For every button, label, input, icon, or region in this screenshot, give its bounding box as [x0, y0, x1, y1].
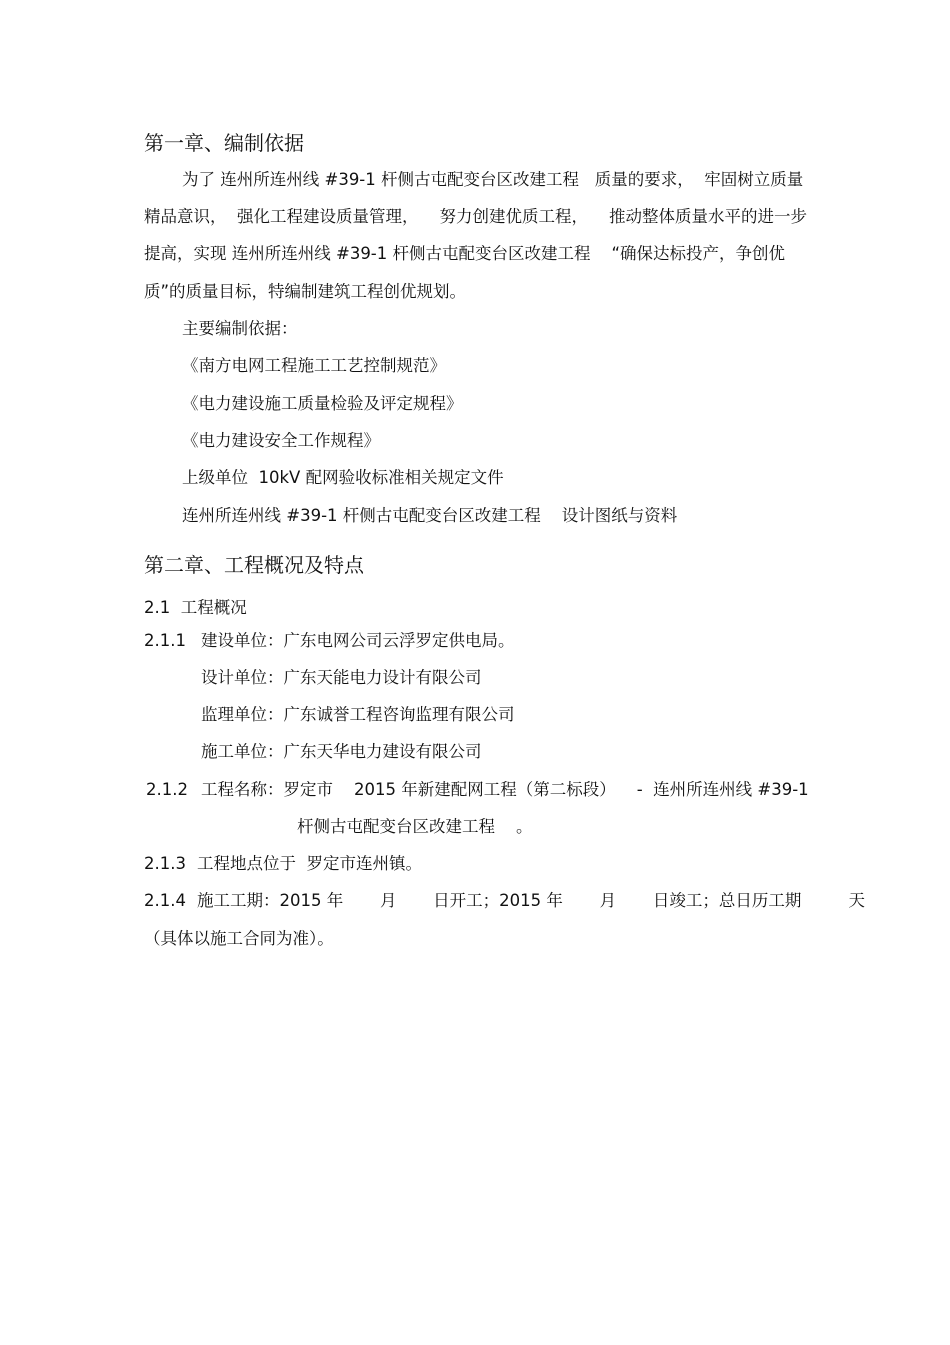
- para-line-1: 为了 连州所连州线 #39-1 杆侧古屯配变台区改建工程 质量的要求， 牢固树立质量: [182, 170, 804, 189]
- project-name-line-2: 杆侧古屯配变台区改建工程 。: [297, 817, 533, 836]
- section-2-1-4-number: 2.1.4: [144, 891, 186, 910]
- basis-item: 上级单位 10kV 配网验收标准相关规定文件: [182, 468, 504, 487]
- section-2-1-3-number: 2.1.3: [144, 854, 186, 873]
- basis-item: 《南方电网工程施工工艺控制规范》: [182, 356, 446, 375]
- section-2-1-2-number: 2.1.2: [146, 780, 188, 799]
- project-location: 工程地点位于 罗定市连州镇。: [197, 854, 422, 873]
- section-2-1: 2.1 工程概况: [144, 598, 247, 617]
- construction-period-line-2: （具体以施工合同为准）。: [144, 929, 334, 948]
- basis-item: 连州所连州线 #39-1 杆侧古屯配变台区改建工程 设计图纸与资料: [182, 506, 678, 525]
- basis-item: 《电力建设施工质量检验及评定规程》: [182, 394, 463, 413]
- chapter1-title: 第一章、编制依据: [144, 131, 304, 155]
- unit-line: 建设单位：广东电网公司云浮罗定供电局。: [201, 631, 515, 650]
- unit-line: 监理单位：广东诚誉工程咨询监理有限公司: [201, 705, 515, 724]
- para-line-2: 精品意识， 强化工程建设质量管理， 努力创建优质工程， 推动整体质量水平的进一步: [144, 207, 807, 226]
- chapter2-title: 第二章、工程概况及特点: [144, 553, 364, 577]
- basis-intro: 主要编制依据：: [182, 319, 298, 338]
- para-line-4: 质”的质量目标，特编制建筑工程创优规划。: [144, 282, 467, 301]
- section-2-1-1-number: 2.1.1: [144, 631, 186, 650]
- unit-line: 施工单位：广东天华电力建设有限公司: [201, 742, 482, 761]
- project-name-line-1: 工程名称：罗定市 2015 年新建配网工程（第二标段） - 连州所连州线 #39-1: [201, 780, 809, 799]
- para-line-3: 提高，实现 连州所连州线 #39-1 杆侧古屯配变台区改建工程 “确保达标投产，争创优: [144, 244, 786, 263]
- basis-item: 《电力建设安全工作规程》: [182, 431, 380, 450]
- unit-line: 设计单位：广东天能电力设计有限公司: [201, 668, 482, 687]
- construction-period-line-1: 施工工期：2015 年 月 日开工；2015 年 月 日竣工；总日历工期 天: [197, 891, 866, 910]
